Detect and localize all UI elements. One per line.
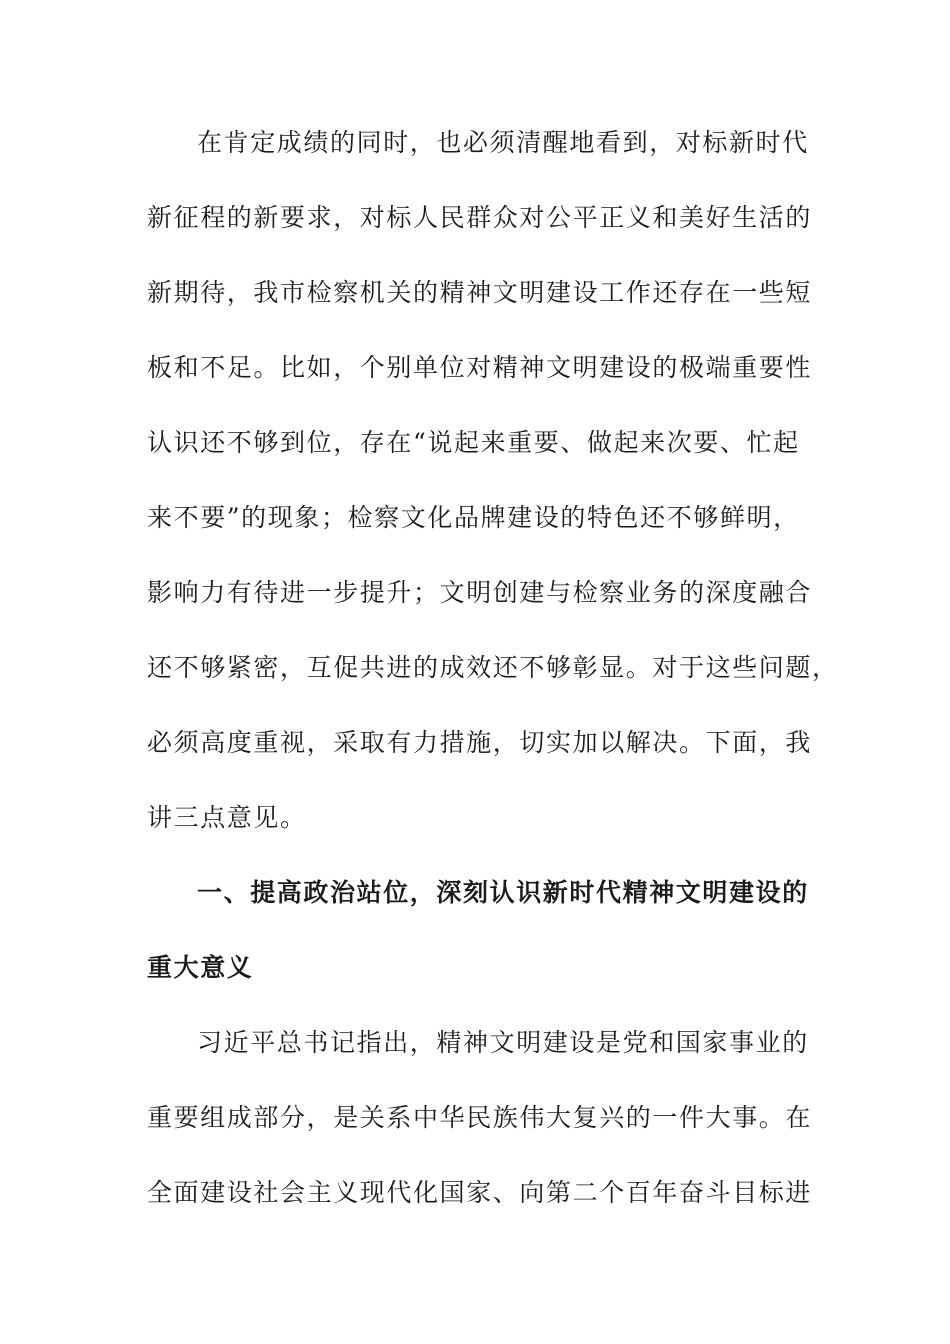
paragraph-line: 习近平总书记指出，精神文明建设是党和国家事业的 (197, 1028, 809, 1057)
paragraph-line: 认识还不够到位，存在“说起来重要、做起来次要、忙起 (147, 428, 800, 457)
paragraph-line: 来不要”的现象；检察文化品牌建设的特色还不够鲜明， (147, 503, 800, 532)
paragraph-line: 全面建设社会主义现代化国家、向第二个百年奋斗目标进 (147, 1178, 813, 1207)
paragraph-line: 在肯定成绩的同时，也必须清醒地看到，对标新时代 (197, 128, 809, 157)
paragraph-line: 还不够紧密，互促共进的成效还不够彰显。对于这些问题， (147, 653, 839, 682)
section-heading-line: 重大意义 (147, 953, 254, 982)
paragraph-line: 必须高度重视，采取有力措施，切实加以解决。下面，我 (147, 728, 813, 757)
paragraph-line: 新期待，我市检察机关的精神文明建设工作还存在一些短 (147, 278, 813, 307)
paragraph-line: 重要组成部分，是关系中华民族伟大复兴的一件大事。在 (147, 1103, 813, 1132)
paragraph-line: 板和不足。比如，个别单位对精神文明建设的极端重要性 (147, 353, 813, 382)
paragraph-line: 影响力有待进一步提升；文明创建与检察业务的深度融合 (147, 578, 813, 607)
section-heading-line: 一、提高政治站位，深刻认识新时代精神文明建设的 (197, 878, 809, 907)
paragraph-line: 新征程的新要求，对标人民群众对公平正义和美好生活的 (147, 203, 813, 232)
paragraph-line: 讲三点意见。 (147, 803, 307, 832)
